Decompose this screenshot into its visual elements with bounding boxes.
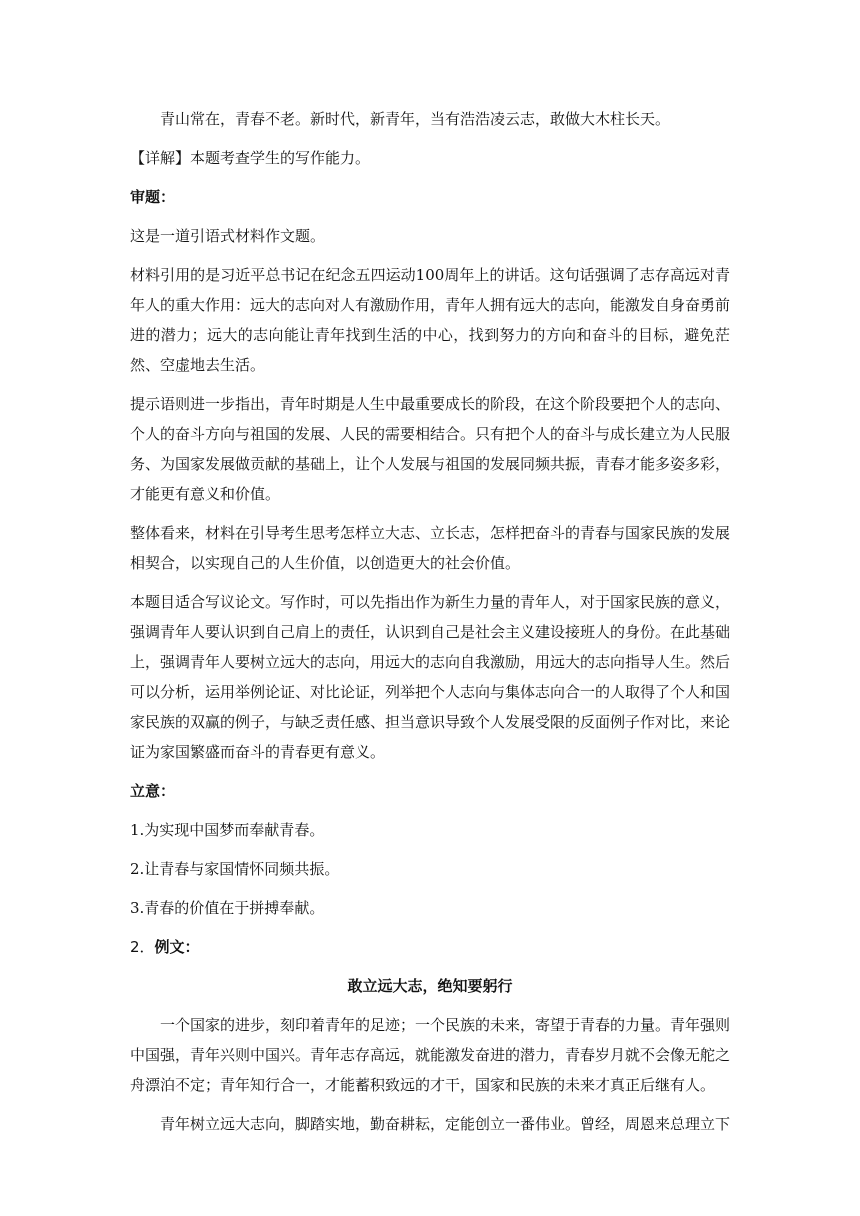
detail-explanation: 【详解】本题考查学生的写作能力。 (130, 149, 371, 167)
essay-title: 敢立远大志，绝知要躬行 (347, 977, 513, 995)
section-heading-liyi: 立意： (130, 782, 176, 800)
closing-paragraph: 青山常在，青春不老。新时代，新青年，当有浩浩凌云志，敢做大木柱长天。 (160, 110, 671, 128)
section-heading-example (130, 932, 730, 962)
thesis-item: 1.为实现中国梦而奉献青春。 (130, 821, 325, 839)
section-label: 例文： (154, 938, 200, 956)
essay-paragraph: 青年树立远大志向，脚踏实地，勤奋耕耘，定能创立一番伟业。曾经，周恩来总理立下 (160, 1115, 731, 1133)
analysis-paragraph: 整体看来，材料在引导考生思考怎样立大志、立长志，怎样把奋斗的青春与国家民族的发展相契合，以实现自己的人生价值，以创造更大的社会价值。 (130, 524, 731, 572)
thesis-item: 3.青春的价值在于拼搏奉献。 (130, 899, 325, 917)
analysis-paragraph: 提示语则进一步指出，青年时期是人生中最重要成长的阶段，在这个阶段要把个人的志向、个人的奋斗方向与祖国的发展、人民的需要相结合。只有把个人的奋斗与成长建立为人民服务、为国家发展做贡献的基础上，让个人发展与祖国的发展同频共振，青春才能多姿多彩，才能更有意义和价值。 (130, 395, 731, 503)
thesis-item: 2.让青春与家国情怀同频共振。 (130, 860, 340, 878)
analysis-paragraph: 材料引用的是习近平总书记在纪念五四运动100周年上的讲话。这句话强调了志存高远对青年人的重大作用：远大的志向对人有激励作用，青年人拥有远大的志向，能激发自身奋勇前进的潜力；远大的志向能让青年找到生活的中心，找到努力的方向和奋斗的目标，避免茫然、空虚地去生活。 (130, 266, 731, 374)
analysis-paragraph: 这是一道引语式材料作文题。 (130, 227, 326, 245)
document-page (130, 104, 730, 1148)
section-heading-shenti: 审题： (130, 188, 176, 206)
essay-paragraph: 一个国家的进步，刻印着青年的足迹；一个民族的未来，寄望于青春的力量。青年强则中国强，青年兴则中国兴。青年志存高远，就能激发奋进的潜力，青春岁月就不会像无舵之舟漂泊不定；青年知行合一，才能蓄积致远的才干，国家和民族的未来才真正后继有人。 (130, 1016, 731, 1094)
analysis-paragraph: 本题目适合写议论文。写作时，可以先指出作为新生力量的青年人，对于国家民族的意义，强调青年人要认识到自己肩上的责任，认识到自己是社会主义建设接班人的身份。在此基础上，强调青年人要树立远大的志向，用远大的志向自我激励，用远大的志向指导人生。然后可以分析，运用举例论证、对比论证，列举把个人志向与集体志向合一的人取得了个人和国家民族的双赢的例子，与缺乏责任感、担当意识导致个人发展受限的反面例子作对比，来论证为家国繁盛而奋斗的青春更有意义。 (130, 593, 731, 761)
section-number: 2． (130, 938, 155, 956)
